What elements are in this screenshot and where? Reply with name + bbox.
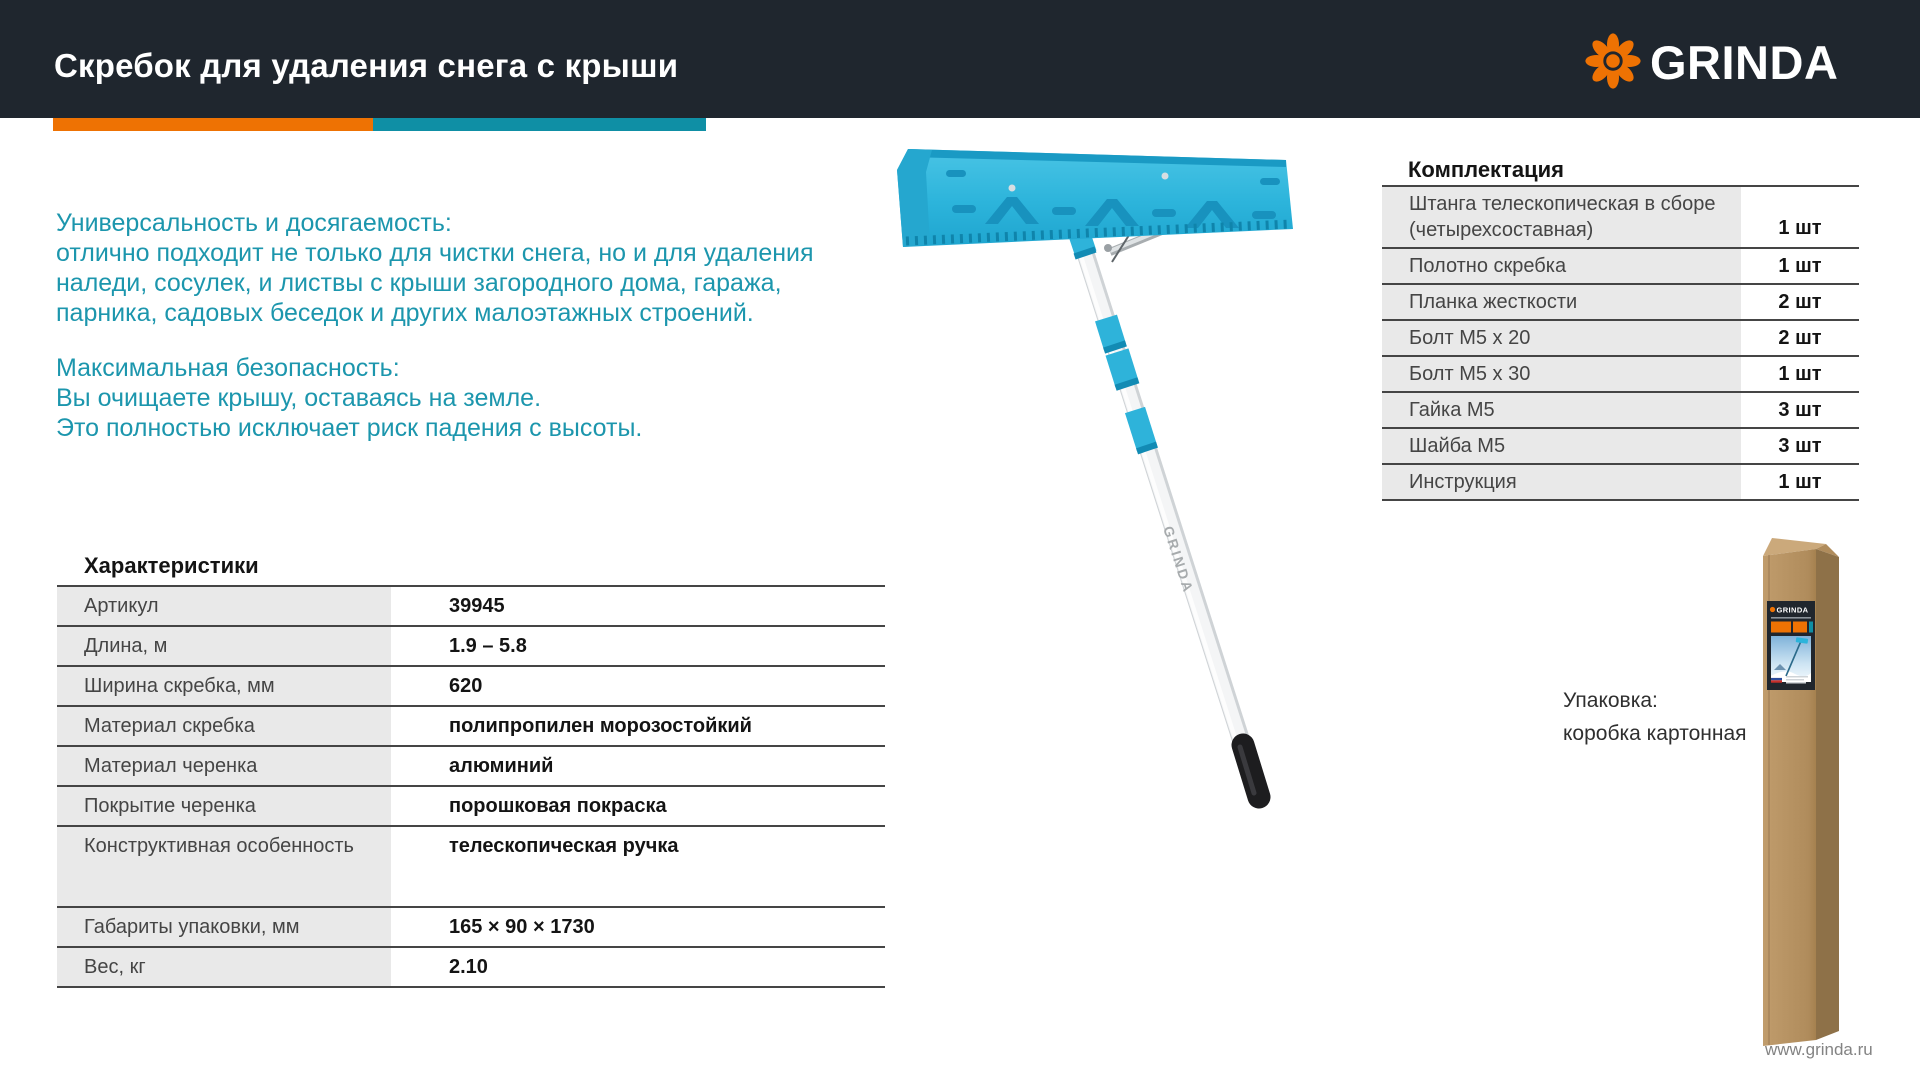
accent-bar-teal bbox=[373, 118, 706, 131]
spec-label: Длина, м bbox=[57, 627, 391, 665]
content-qty: 1 шт bbox=[1778, 254, 1822, 277]
table-row bbox=[1382, 429, 1859, 465]
spec-label: Конструктивная особенность bbox=[57, 827, 391, 906]
spec-value: телескопическая ручка bbox=[449, 835, 679, 857]
spec-label: Вес, кг bbox=[57, 948, 391, 986]
package-box-image bbox=[1753, 528, 1867, 1056]
spec-value: 165 × 90 × 1730 bbox=[449, 915, 595, 938]
spec-value: порошковая покраска bbox=[449, 794, 667, 817]
product-photo bbox=[880, 118, 1340, 820]
table-row bbox=[57, 707, 885, 747]
box-side-face bbox=[1816, 549, 1839, 1040]
packaging-line-1: Упаковка: bbox=[1563, 689, 1658, 712]
header bbox=[0, 0, 1920, 118]
brand-name: GRINDA bbox=[1650, 35, 1839, 89]
content-label: Полотно скребка bbox=[1382, 249, 1741, 283]
content-qty: 1 шт bbox=[1778, 470, 1822, 493]
table-row bbox=[57, 827, 885, 908]
table-row bbox=[57, 747, 885, 787]
content-label: Гайка М5 bbox=[1382, 393, 1741, 427]
content-qty: 2 шт bbox=[1778, 290, 1822, 313]
table-row bbox=[1382, 321, 1859, 357]
table-row bbox=[57, 627, 885, 667]
table-row bbox=[1382, 187, 1859, 249]
packaging-line-2: коробка картонная bbox=[1563, 722, 1747, 745]
content-qty: 3 шт bbox=[1778, 434, 1822, 457]
scraper-blade bbox=[897, 149, 1293, 247]
spec-value: полипропилен морозостойкий bbox=[449, 714, 752, 737]
spec-label: Материал черенка bbox=[57, 747, 391, 785]
intro-1-title: Универсальность и досягаемость: bbox=[56, 209, 452, 237]
flower-icon bbox=[1582, 30, 1644, 92]
intro-2-title: Максимальная безопасность: bbox=[56, 354, 400, 382]
table-row bbox=[1382, 357, 1859, 393]
content-label: Штанга телескопическая в сборе (четырехсоставная) bbox=[1382, 187, 1741, 247]
table-row bbox=[57, 948, 885, 988]
spec-label: Артикул bbox=[57, 587, 391, 625]
table-row bbox=[1382, 465, 1859, 501]
spec-value: алюминий bbox=[449, 754, 554, 777]
table-row bbox=[1382, 393, 1859, 429]
content-label: Болт М5 х 20 bbox=[1382, 321, 1741, 355]
spec-label: Материал скребка bbox=[57, 707, 391, 745]
intro-2-line: Вы очищаете крышу, оставаясь на земле. bbox=[56, 384, 542, 412]
spec-value: 620 bbox=[449, 674, 483, 697]
intro-paragraph-1 bbox=[56, 208, 814, 328]
intro-1-line: наледи, сосулек, и листвы с крыши загородного дома, гаража, bbox=[56, 269, 782, 297]
intro-1-line: отлично подходит не только для чистки снега, но и для удаления bbox=[56, 239, 814, 267]
spec-value: 1.9 – 5.8 bbox=[449, 634, 527, 657]
contents-heading: Комплектация bbox=[1408, 157, 1564, 182]
contents-table bbox=[1382, 185, 1859, 501]
pole-brand-text: GRINDA bbox=[1160, 523, 1198, 596]
content-qty: 1 шт bbox=[1778, 217, 1822, 239]
content-qty: 3 шт bbox=[1778, 398, 1822, 421]
website-link[interactable]: www.grinda.ru bbox=[1765, 1040, 1873, 1059]
spec-label: Ширина скребка, мм bbox=[57, 667, 391, 705]
table-row bbox=[57, 667, 885, 707]
packaging-note bbox=[1563, 684, 1747, 750]
spec-label: Габариты упаковки, мм bbox=[57, 908, 391, 946]
intro-1-line: парника, садовых беседок и других малоэтажных строений. bbox=[56, 299, 754, 327]
spec-value: 2.10 bbox=[449, 955, 488, 978]
intro-paragraph-2 bbox=[56, 353, 642, 443]
table-row bbox=[1382, 249, 1859, 285]
intro-2-line: Это полностью исключает риск падения с высоты. bbox=[56, 414, 643, 442]
spec-value: 39945 bbox=[449, 594, 505, 617]
spec-label: Покрытие черенка bbox=[57, 787, 391, 825]
handle-grip bbox=[1240, 745, 1259, 797]
accent-bar-orange bbox=[53, 118, 373, 131]
content-label: Планка жесткости bbox=[1382, 285, 1741, 319]
telescopic-pole bbox=[1065, 205, 1259, 797]
specs-heading: Характеристики bbox=[84, 553, 259, 578]
table-row bbox=[57, 787, 885, 827]
content-label: Инструкция bbox=[1382, 465, 1741, 499]
brand-logo bbox=[1582, 30, 1838, 92]
page-title: Скребок для удаления снега с крыши bbox=[54, 47, 679, 84]
box-brand-text: GRINDA bbox=[1776, 605, 1809, 615]
content-label: Шайба М5 bbox=[1382, 429, 1741, 463]
table-row bbox=[57, 587, 885, 627]
content-qty: 1 шт bbox=[1778, 362, 1822, 385]
box-label bbox=[1767, 601, 1815, 690]
table-row bbox=[57, 908, 885, 948]
content-label: Болт М5 х 30 bbox=[1382, 357, 1741, 391]
table-row bbox=[1382, 285, 1859, 321]
specs-table bbox=[57, 585, 885, 988]
content-qty: 2 шт bbox=[1778, 326, 1822, 349]
